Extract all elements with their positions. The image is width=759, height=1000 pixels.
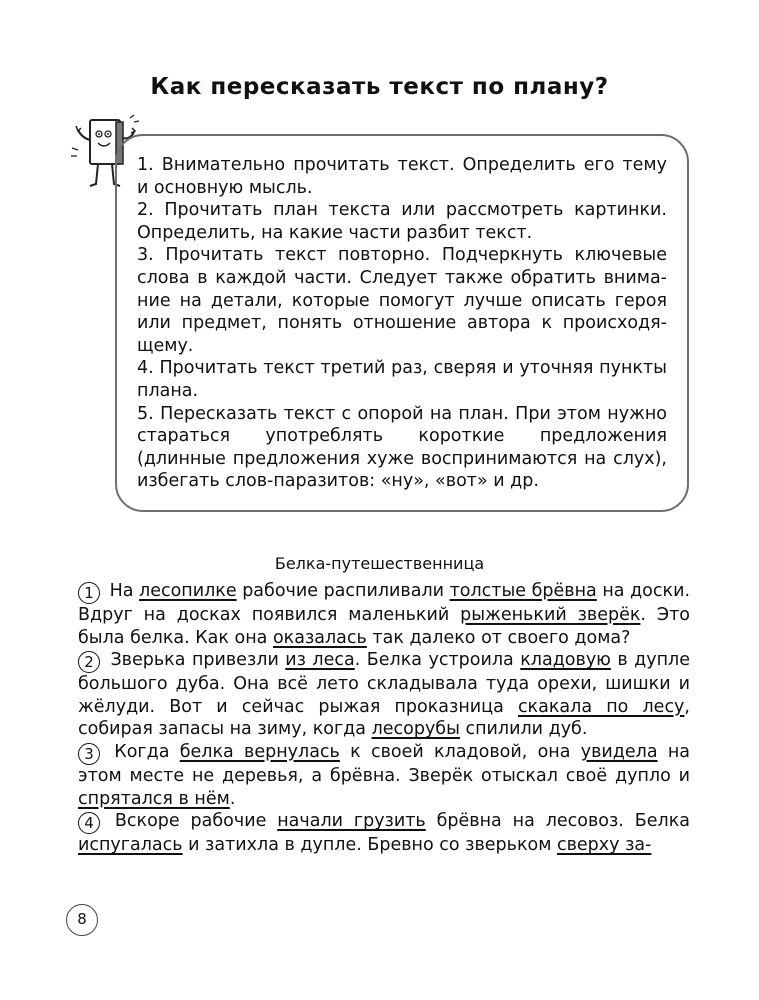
story-segment: так далеко от своего дома? — [366, 627, 631, 648]
story-segment: На — [104, 581, 140, 601]
story-paragraph — [78, 810, 690, 857]
paragraph-number-icon: 3 — [78, 743, 100, 765]
key-phrase: спрятался в нём — [78, 788, 230, 809]
story-segment: на этом месте не деревья, а брёвна. Зверёк отыскал своё дупло и — [78, 741, 691, 786]
story-segment: Когда — [104, 741, 180, 762]
story-segment: спилили дуб. — [459, 719, 588, 740]
instructions-list — [137, 154, 667, 493]
key-phrase: кладовую — [520, 650, 611, 671]
story-segment: брёвна на лесовоз. Белка — [425, 811, 690, 832]
key-phrase: увидела — [580, 741, 658, 762]
step-4: 4. Прочитать текст третий раз, сверяя и уточняя пункты плана. — [137, 358, 667, 401]
story-segment: рабочие распиливали — [236, 581, 450, 601]
story-segment: . — [229, 788, 236, 809]
key-phrase: белка вернулась — [179, 741, 340, 762]
step-2: 2. Прочитать план текста или рассмотреть картинки. Определить, на какие части разбит текст. — [137, 200, 667, 243]
story-segment: . Белка устроила — [354, 650, 521, 671]
key-phrase: сверху за- — [556, 835, 652, 856]
step-3: 3. Прочитать текст повторно. Подчеркнуть ключевые слова в каждой части. Следует также обратить внима-ние на детали, которые помогут лучше описать героя или предмет, понять отношение автора к происходя-щему. — [137, 245, 667, 356]
story-title: Белка-путешественница — [274, 554, 485, 573]
story-paragraph — [78, 741, 690, 810]
story-segment: к своей кладовой, она — [339, 741, 581, 762]
paragraph-number-icon: 2 — [78, 651, 100, 673]
step-5: 5. Пересказать текст с опорой на план. При этом нужно стараться употреблять короткие предложения (длинные предложения хуже воспринимаются на слух), избегать слов-паразитов: «ну», «вот» и др. — [137, 403, 667, 492]
key-phrase: испугалась — [78, 835, 183, 856]
step-1: 1. Внимательно прочитать текст. Определить его тему и основную мысль. — [137, 155, 667, 198]
story-segment: Вскоре рабочие — [104, 811, 278, 832]
story-segment: Зверька привезли — [104, 650, 286, 671]
story-text — [78, 580, 690, 857]
story-segment: и затихла в дупле. Бревно со зверьком — [182, 835, 557, 856]
story-segment: , собирая запасы на зиму, когда — [78, 696, 690, 740]
key-phrase: рыженький зверёк — [460, 605, 641, 625]
key-phrase: начали грузить — [277, 811, 426, 832]
paragraph-number-icon: 4 — [78, 812, 100, 834]
key-phrase: оказалась — [272, 627, 367, 648]
key-phrase: лесорубы — [371, 719, 460, 740]
key-phrase: скакала по лесу — [517, 696, 685, 717]
paragraph-number-icon: 1 — [78, 582, 100, 604]
key-phrase: лесопилке — [139, 581, 237, 601]
story-segment: . Это была белка. Как она — [78, 605, 691, 648]
story-paragraph — [78, 649, 690, 741]
story-segment: в дупле большого дуба. Она всё лето складывала туда орехи, шишки и жёлуди. Вот и сейчас рыжая проказница — [78, 650, 690, 717]
story-paragraph — [78, 580, 690, 649]
page-number: 8 — [66, 904, 98, 936]
key-phrase: толстые брёвна — [449, 581, 597, 601]
key-phrase: из леса — [285, 650, 355, 671]
story-segment: на доски. Вдруг на досках появился маленький — [78, 581, 691, 625]
page-title: Как пересказать текст по плану? — [150, 74, 609, 100]
